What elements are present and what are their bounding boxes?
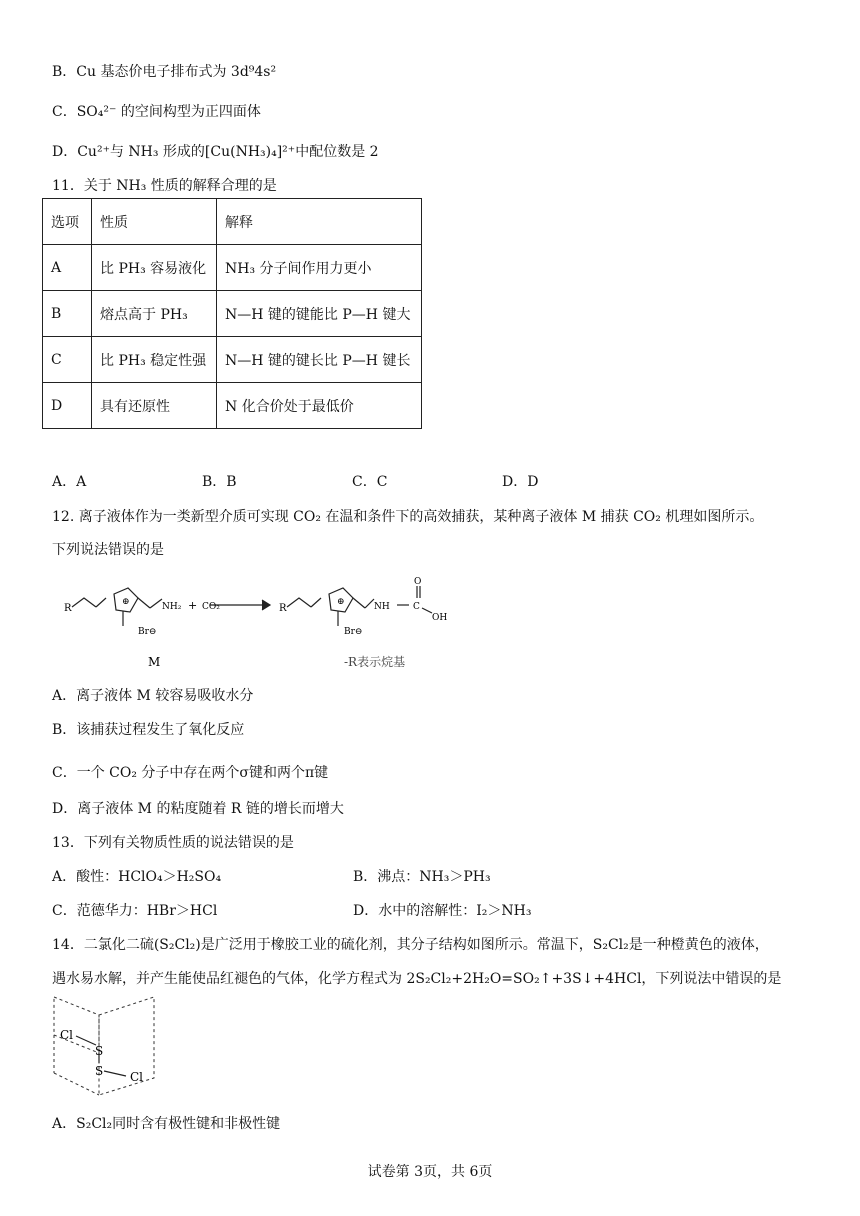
- table-cell: C: [43, 337, 92, 383]
- q14-s2cl2-structure-figure: [44, 993, 164, 1098]
- q14-option-a: A．S₂Cl₂同时含有极性键和非极性键: [52, 1116, 281, 1132]
- q11-answer-d: D．D: [502, 474, 539, 490]
- q12-reaction-figure: [52, 570, 452, 675]
- table-header-cell: 性质: [92, 199, 217, 245]
- figure-text: R: [64, 603, 72, 614]
- q13-stem: 13．下列有关物质性质的说法错误的是: [52, 835, 294, 851]
- table-cell: 具有还原性: [92, 383, 217, 429]
- q10-option-c: C．SO₄²⁻ 的空间构型为正四面体: [52, 104, 261, 120]
- atom-s: S: [95, 1044, 104, 1058]
- atom-s: S: [95, 1064, 104, 1078]
- table-header-row: [43, 199, 422, 245]
- table-cell: D: [43, 383, 92, 429]
- table-row: [43, 291, 422, 337]
- table-cell: N—H 键的键长比 P—H 键长: [217, 337, 422, 383]
- figure-text: +: [188, 599, 198, 612]
- q11-stem: 11．关于 NH₃ 性质的解释合理的是: [52, 178, 277, 194]
- q12-stem-line1: 12. 离子液体作为一类新型介质可实现 CO₂ 在温和条件下的高效捕获，某种离子液体 M 捕获 CO₂ 机理如图所示。: [52, 509, 764, 525]
- q11-answer-b: B．B: [202, 474, 237, 490]
- q11-answer-a: A．A: [52, 474, 87, 490]
- table-row: [43, 245, 422, 291]
- q14-stem-line2: 遇水易水解，并产生能使品红褪色的气体，化学方程式为 2S₂Cl₂+2H₂O=SO₂↑+3S↓+4HCl，下列说法中错误的是: [52, 971, 782, 987]
- figure-text: ⊕: [337, 597, 345, 607]
- figure-label-r: -R表示烷基: [344, 655, 406, 669]
- page-footer: 试卷第 3页，共 6页: [367, 1164, 493, 1180]
- q13-option-d: D．水中的溶解性：I₂＞NH₃: [353, 903, 532, 919]
- q12-option-d: D．离子液体 M 的粘度随着 R 链的增长而增大: [52, 801, 344, 817]
- q11-table: [42, 198, 422, 429]
- table-cell: N 化合价处于最低价: [217, 383, 422, 429]
- figure-text: C: [413, 602, 420, 612]
- table-cell: 熔点高于 PH₃: [92, 291, 217, 337]
- atom-cl: Cl: [60, 1028, 74, 1042]
- figure-text: NH: [374, 602, 390, 612]
- q13-option-c: C．范德华力：HBr＞HCl: [52, 903, 218, 919]
- figure-text: CO₂: [202, 602, 220, 612]
- figure-text: R: [279, 603, 287, 614]
- figure-text: ⊕: [122, 597, 130, 607]
- table-cell: 比 PH₃ 稳定性强: [92, 337, 217, 383]
- table-cell: 比 PH₃ 容易液化: [92, 245, 217, 291]
- table-header-cell: 选项: [43, 199, 92, 245]
- table-row: [43, 383, 422, 429]
- atom-cl: Cl: [130, 1070, 144, 1084]
- q11-answer-c: C．C: [352, 474, 388, 490]
- q12-stem-line2: 下列说法错误的是: [52, 542, 164, 558]
- q10-option-b: B．Cu 基态价电子排布式为 3d⁹4s²: [52, 64, 277, 80]
- table-cell: A: [43, 245, 92, 291]
- q10-option-d: D．Cu²⁺与 NH₃ 形成的[Cu(NH₃)₄]²⁺中配位数是 2: [52, 144, 379, 160]
- table-cell: NH₃ 分子间作用力更小: [217, 245, 422, 291]
- table-row: [43, 337, 422, 383]
- figure-text: NH₂: [162, 602, 182, 612]
- q14-stem-line1: 14．二氯化二硫(S₂Cl₂)是广泛用于橡胶工业的硫化剂，其分子结构如图所示。常温下，S₂Cl₂是一种橙黄色的液体，: [52, 937, 769, 953]
- table-header-cell: 解释: [217, 199, 422, 245]
- figure-text: O: [414, 577, 422, 587]
- q12-option-a: A．离子液体 M 较容易吸收水分: [52, 688, 254, 704]
- q12-option-c: C．一个 CO₂ 分子中存在两个σ键和两个π键: [52, 765, 329, 781]
- table-cell: B: [43, 291, 92, 337]
- table-cell: N—H 键的键能比 P—H 键大: [217, 291, 422, 337]
- q13-option-b: B．沸点：NH₃＞PH₃: [353, 869, 491, 885]
- q12-option-b: B．该捕获过程发生了氧化反应: [52, 722, 245, 738]
- figure-text: Br⊖: [138, 627, 157, 637]
- q13-option-a: A．酸性：HClO₄＞H₂SO₄: [52, 869, 222, 885]
- figure-text: OH: [432, 613, 448, 623]
- figure-text: Br⊖: [344, 627, 363, 637]
- figure-label-m: M: [148, 655, 161, 669]
